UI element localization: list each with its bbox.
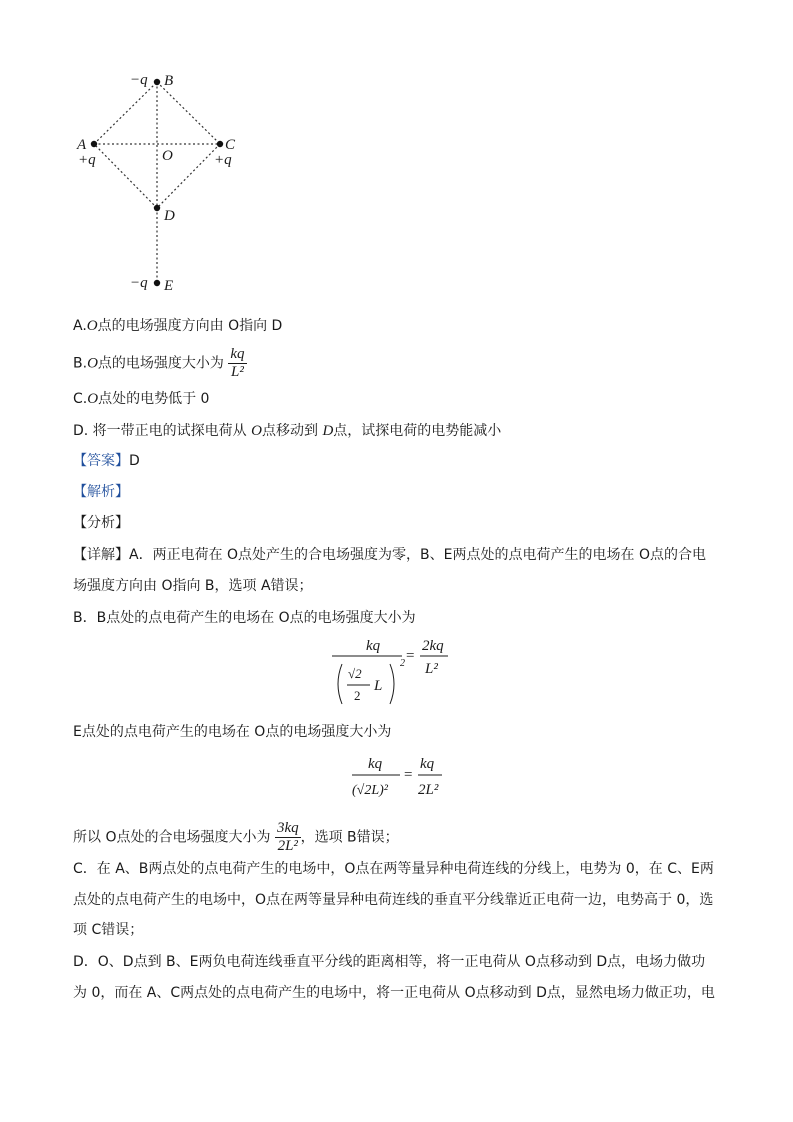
charge-e: −q: [130, 275, 148, 291]
point-e: [154, 280, 160, 286]
charge-diagram: [70, 65, 250, 300]
label-c: C: [225, 137, 236, 153]
option-a: A.O点的电场强度方向由 O指向 D: [73, 318, 283, 334]
detail-line-2: 场强度方向由 O指向 B，选项 A错误；: [73, 578, 313, 594]
detail-line-3: B．B点处的点电荷产生的电场在 O点的电场强度大小为: [73, 610, 416, 626]
charge-b: −q: [130, 72, 148, 88]
fenxi-heading: 【分析】: [73, 515, 129, 531]
detail-line-10: 为 0，而在 A、C两点处的点电荷产生的电场中，将一正电荷从 O点移动到 D点，显然电场力做正功，电: [73, 985, 715, 1001]
detail-line-8: 项 C错误；: [73, 922, 144, 938]
label-d: D: [164, 208, 175, 224]
svg-text:2kq: 2kq: [422, 638, 444, 654]
option-b: B.O点的电场强度大小为 $\frac{kq}{\text{L²}}$: [73, 346, 245, 380]
detail-line-6: C．在 A、B两点处的点电荷产生的电场中，O点在两等量异种电荷连线的分线上，电势为 0，在 C、E两: [73, 861, 714, 877]
detail-line-9: D．O、D点到 B、E两负电荷连线垂直平分线的距离相等，将一正电荷从 O点移动到 D点，电场力做功: [73, 954, 706, 970]
label-e: E: [164, 278, 174, 294]
edge-da: [94, 144, 157, 208]
point-c: [217, 141, 223, 147]
analysis-heading: 【解析】: [73, 484, 129, 500]
option-d: D. 将一带正电的试探电荷从 O点移动到 D点，试探电荷的电势能减小: [73, 423, 502, 439]
option-c: C.O点处的电势低于 0: [73, 391, 210, 407]
line5-fraction: $\frac{3kq}{\text{2L²}}$: [276, 820, 299, 854]
charge-c: +q: [214, 152, 232, 168]
svg-text:L: L: [374, 678, 383, 694]
label-o: O: [162, 148, 173, 164]
svg-text:2L²: 2L²: [418, 782, 439, 798]
point-b: [154, 79, 160, 85]
label-a: A: [77, 137, 87, 153]
formula-1: [330, 634, 460, 714]
answer-line: 【答案】D: [73, 453, 140, 469]
edge-bc: [157, 82, 220, 144]
detail-line-7: 点处的点电荷产生的电场中，O点在两等量异种电荷连线的垂直平分线靠近正电荷一边，电势高于 0，选: [73, 892, 714, 908]
option-b-fraction: $\frac{kq}{\text{L²}}$: [230, 346, 245, 380]
svg-text:kq: kq: [366, 638, 381, 654]
point-a: [91, 141, 97, 147]
svg-text:kq: kq: [368, 756, 383, 772]
svg-text:kq: kq: [420, 756, 435, 772]
detail-line-4: E点处的点电荷产生的电场在 O点的电场强度大小为: [73, 724, 392, 740]
detail-line-1: 【详解】A．两正电荷在 O点处产生的合电场强度为零，B、E两点处的点电荷产生的电场在 O点的合电: [73, 547, 706, 563]
edge-ab: [94, 82, 157, 144]
charge-a: +q: [78, 152, 96, 168]
detail-line-5: 所以 O点处的合电场强度大小为 $\frac{3kq}{\text{2L²}}$ ，选项 B错误；: [73, 820, 399, 854]
svg-text:=: =: [404, 767, 413, 783]
label-b: B: [164, 73, 174, 89]
svg-text:2: 2: [354, 688, 361, 703]
svg-text:2: 2: [400, 658, 405, 669]
svg-text:L²: L²: [425, 661, 438, 677]
formula-2: [350, 752, 460, 802]
svg-text:=: =: [406, 648, 415, 664]
svg-text:(√2L)²: (√2L)²: [352, 783, 388, 798]
svg-text:√2: √2: [348, 666, 362, 681]
point-d: [154, 205, 160, 211]
